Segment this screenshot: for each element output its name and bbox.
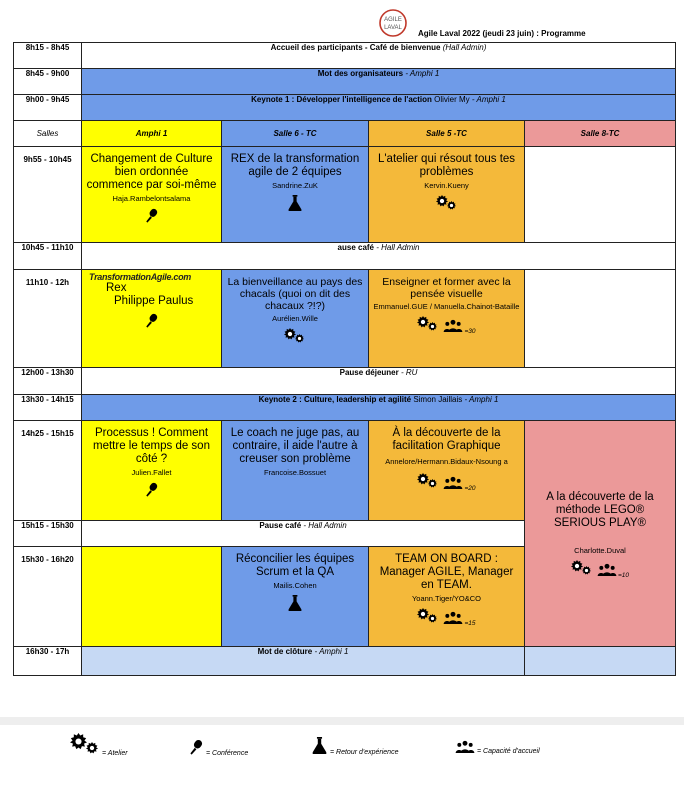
flask-icon (287, 595, 303, 611)
legend-retour: = Retour d'expérience (311, 737, 398, 754)
time-cell: 9h00 - 9h45 (14, 95, 82, 121)
people-icon (443, 476, 463, 489)
microphone-icon (188, 739, 204, 755)
time-cell: 14h25 - 15h15 (14, 421, 82, 521)
rooms-label: Salles (14, 121, 82, 147)
room-salle5: Salle 5 -TC (369, 121, 525, 147)
gears-icon (436, 195, 458, 211)
capacity-value: =10 (618, 572, 630, 579)
session-amphi-slot2: TransformationAgile.com Rex Philippe Paulus (82, 270, 222, 368)
row-accueil (14, 43, 676, 69)
accueil-cell: Accueil des participants - Café de bienvenue (Hall Admin) (82, 43, 676, 69)
cloture-salle8-cell (525, 647, 676, 676)
capacity-value: =15 (464, 620, 476, 627)
gears-icon (571, 560, 593, 576)
time-cell: 10h45 - 11h10 (14, 243, 82, 270)
legend-atelier: = Atelier (70, 733, 128, 755)
session-salle8-slot3: A la découverte de la méthode LEGO® SERIOUS PLAY® Charlotte.Duval =10 (525, 421, 676, 647)
row-rooms (14, 121, 676, 147)
keynote1-cell: Keynote 1 : Développer l'intelligence de l'action Olivier My - Amphi 1 (82, 95, 676, 121)
session-salle8-slot1-empty (525, 147, 676, 243)
time-cell: 11h10 - 12h (14, 270, 82, 368)
program-table (13, 42, 676, 676)
legend-conference: = Conférence (188, 739, 248, 755)
gears-icon (284, 328, 306, 344)
legend (0, 733, 684, 773)
time-cell: 9h55 - 10h45 (14, 147, 82, 243)
lunch-cell: Pause déjeuner - RU (82, 368, 676, 395)
time-cell: 16h30 - 17h (14, 647, 82, 676)
row-keynote1 (14, 95, 676, 121)
people-icon (455, 740, 475, 753)
gears-icon (417, 316, 439, 332)
session-salle6-slot3: Le coach ne juge pas, au contraire, il aide l'autre à creuser son problème Francoise.Bossuet (222, 421, 369, 521)
svg-text:LAVAL: LAVAL (384, 25, 402, 31)
row-mot (14, 69, 676, 95)
separator (0, 717, 684, 725)
session-salle8-slot2-empty (525, 270, 676, 368)
people-icon (597, 563, 617, 576)
session-salle6-slot2: La bienveillance au pays des chacals (quoi on dit des chacaux ?!?) Aurélien.Wille (222, 270, 369, 368)
row-cloture (14, 647, 676, 676)
svg-text:AGILE: AGILE (384, 17, 402, 23)
time-cell: 15h30 - 16h20 (14, 547, 82, 647)
keynote2-cell: Keynote 2 : Culture, leadership et agilité Simon Jaillais - Amphi 1 (82, 395, 676, 421)
flask-icon (311, 737, 328, 754)
microphone-icon (144, 208, 159, 223)
page-title: Agile Laval 2022 (jeudi 23 juin) : Programme (418, 29, 586, 38)
time-cell: 15h15 - 15h30 (14, 521, 82, 547)
microphone-icon (144, 313, 159, 328)
session-salle5-slot2: Enseigner et former avec la pensée visuelle Emmanuel.GUE / Manuella.Chainot-Bataille =30 (369, 270, 525, 368)
microphone-icon (144, 482, 159, 497)
flask-icon (287, 195, 303, 211)
capacity-value: =30 (464, 328, 476, 335)
session-salle5-slot1: L'atelier qui résout tous tes problèmes Kervin.Kueny (369, 147, 525, 243)
session-amphi-slot1: Changement de Culture bien ordonnée commence par soi-même Haja.Rambelontsalama (82, 147, 222, 243)
pause2-cell: Pause café - Hall Admin (82, 521, 525, 547)
row-slot3 (14, 421, 676, 521)
transformation-agile-logo: TransformationAgile.com (89, 272, 191, 282)
session-salle6-slot1: REX de la transformation agile de 2 équipes Sandrine.ZuK (222, 147, 369, 243)
row-slot2 (14, 270, 676, 368)
room-amphi: Amphi 1 (82, 121, 222, 147)
session-salle5-slot3: À la découverte de la facilitation Graphique Annelore/Hermann.Bidaux-Nsoung a =20 (369, 421, 525, 521)
gears-icon (417, 473, 439, 489)
row-pause1 (14, 243, 676, 270)
agile-laval-logo (378, 8, 408, 38)
room-salle6: Salle 6 - TC (222, 121, 369, 147)
time-cell: 12h00 - 13h30 (14, 368, 82, 395)
time-cell: 13h30 - 14h15 (14, 395, 82, 421)
row-keynote2 (14, 395, 676, 421)
session-salle5-slot4: TEAM ON BOARD : Manager AGILE, Manager en TEAM. Yoann.Tiger/YO&CO =15 (369, 547, 525, 647)
session-amphi-slot4-empty (82, 547, 222, 647)
capacity-value: =20 (464, 485, 476, 492)
row-lunch (14, 368, 676, 395)
row-slot1 (14, 147, 676, 243)
pause1-cell: ause café - Hall Admin (82, 243, 676, 270)
header (0, 0, 684, 42)
room-salle8: Salle 8-TC (525, 121, 676, 147)
session-salle6-slot4: Réconcilier les équipes Scrum et la QA Mailis.Cohen (222, 547, 369, 647)
gears-icon (417, 608, 439, 624)
people-icon (443, 319, 463, 332)
mot-cell: Mot des organisateurs - Amphi 1 (82, 69, 676, 95)
people-icon (443, 611, 463, 624)
gears-icon (70, 733, 100, 755)
cloture-cell: Mot de clôture - Amphi 1 (82, 647, 525, 676)
time-cell: 8h45 - 9h00 (14, 69, 82, 95)
time-cell: 8h15 - 8h45 (14, 43, 82, 69)
session-amphi-slot3: Processus ! Comment mettre le temps de son côté ? Julien.Fallet (82, 421, 222, 521)
legend-capacite: = Capacité d'accueil (455, 740, 540, 753)
